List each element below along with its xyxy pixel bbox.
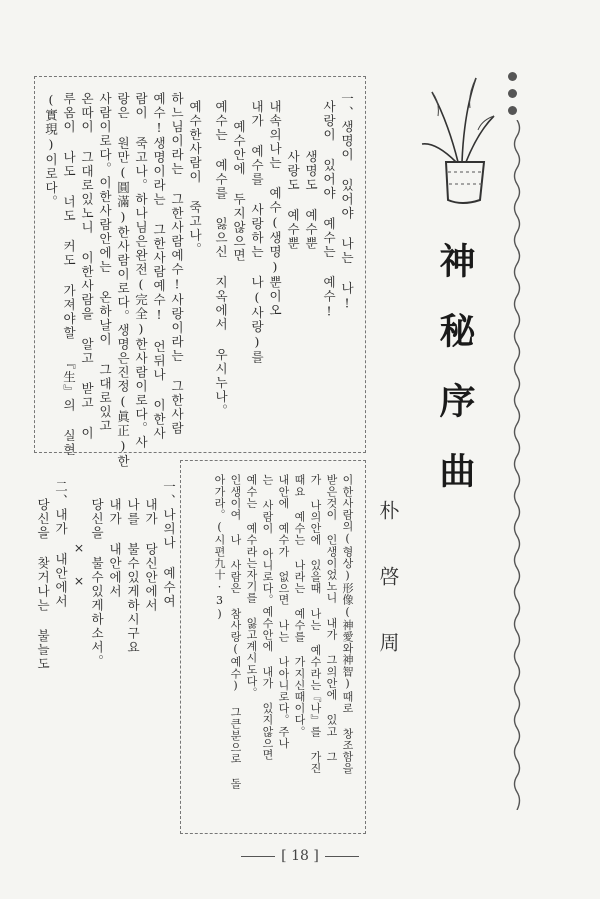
prose-line: 는 사람이 아니로다。예수안에 내가 있지않으면 [261, 474, 274, 761]
poem-line: 二、내가 내안에서 [53, 480, 69, 609]
prose-line: 예수한사람이 죽고나。 [187, 100, 203, 257]
page-number-value: 18 [291, 848, 309, 864]
poem-line: 예수는 예수를 잃으신 지옥에서 우시누나。 [213, 100, 229, 418]
prose-line: 인생이여 나 사람은 참사랑(예수) 그큰분으로 돌 [229, 474, 242, 790]
prose-line: 람이 죽고나。하나님은완전(完全)한사람이로다。사 [133, 92, 149, 450]
page-number: [ 18 ] [0, 848, 600, 864]
vase-illustration-icon [418, 72, 498, 212]
section-separator: × × [71, 540, 87, 590]
prose-line: 가 나의안에 있을때 나는 예수라는『나』를 가진 [309, 474, 322, 774]
poem-line: 사랑이 있어야 예수는 예수! [321, 100, 337, 320]
article-title: 神秘序曲 [434, 242, 476, 522]
prose-line: 랑은 원만(圓滿)한사람이로다。생명은진정(眞正)한 [115, 92, 131, 469]
prose-line: 하느님이라는 그한사람예수!사랑이라는 그한사람 [169, 92, 185, 436]
poem-line: 당신을 불수있게하소서。 [89, 498, 105, 669]
article-author: 朴啓周 [376, 500, 400, 698]
poem-line: 사랑도 예수뿐 [285, 150, 301, 251]
poem-line: 내가 당신안에서 [143, 498, 159, 613]
prose-line: 사람이로다。이한사람안에는 온하날이 그대로있고 [97, 92, 113, 433]
poem-line: 내가 내안에서 [107, 498, 123, 599]
poem-line: 당신을 찾거나는 불늘도 [35, 498, 51, 671]
prose-line: 때요 예수는 나라는 예수를 가지신때이다。 [293, 474, 306, 738]
prose-line: 예수!생명이라는 그한사람예수! 언뒤나 이한사 [151, 92, 167, 441]
poem-line: 一、나의나 예수여 [161, 480, 177, 609]
poem-line: 一、생명이 있어야 나는 나! [339, 92, 355, 312]
prose-line: 루옴이 나도 너도 커도 가져야할 『生』의 실현 [61, 92, 77, 457]
poem-line: 내속의나는 예수(생명)뿐이오 [267, 100, 283, 318]
prose-line: 받은것이 인생이었노니 내가 그의안에 있고 그 [325, 474, 338, 763]
poem-line: 생명도 예수뿐 [303, 150, 319, 251]
prose-line: 온따이 그대로있노니 이한사람을 알고 받고 이 [79, 92, 95, 441]
prose-line: (實現)이로다。 [43, 92, 59, 209]
ornament-dots [508, 72, 517, 123]
prose-line: 아가라。(시편九十·3) [213, 474, 226, 622]
poem-line: 내가 예수를 사랑하는 나(사랑)를 [249, 100, 265, 365]
poem-line: 예수안에 두지않으면 [231, 120, 247, 263]
decorative-border-icon [510, 120, 524, 810]
poem-line: 나를 불수있게하시구요 [125, 498, 141, 655]
prose-line: 예수는 예수라는자기를 잃고계시도다。 [245, 474, 258, 699]
prose-line: 내안에 예수가 없으면 나는 나아니로다。주나 [277, 474, 290, 749]
prose-line: 이한사람의(형상)形像(神愛와神智)때로 창조함을 [341, 474, 354, 774]
